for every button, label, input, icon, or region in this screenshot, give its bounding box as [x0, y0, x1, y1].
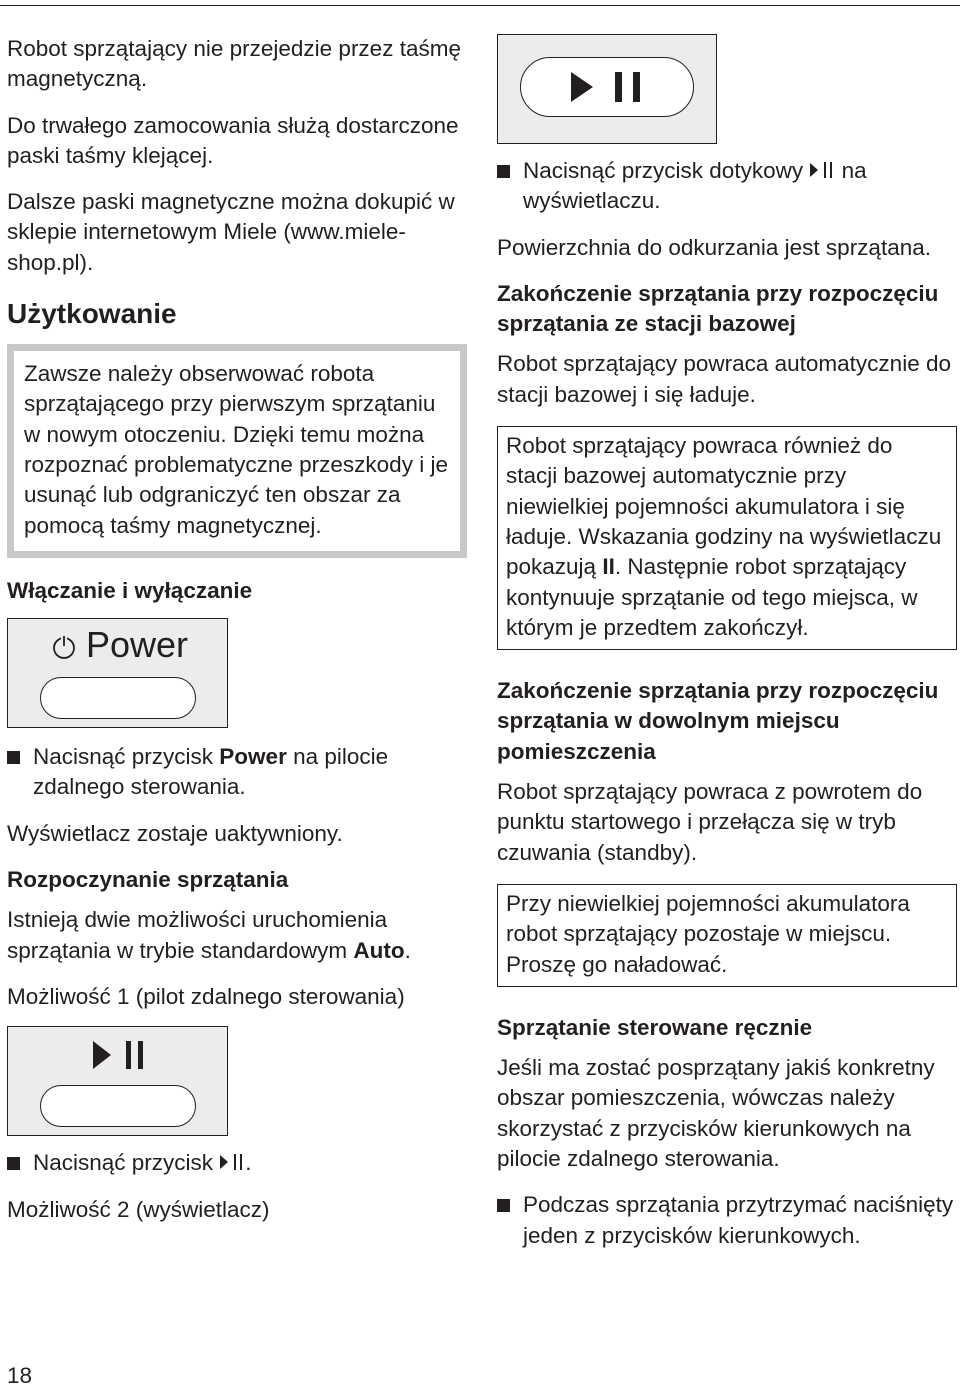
heading-manual-cleaning: Sprzątanie sterowane ręcznie	[497, 1014, 813, 1040]
end-anywhere-text: Robot sprzątający powraca z powrotem do punktu startowego i przełącza się w tryb czuwania (standby).	[497, 779, 923, 865]
display-touch-button-shape	[520, 57, 694, 117]
option1-step-pre: Nacisnąć przycisk	[33, 1150, 220, 1176]
heading-end-from-base: Zakończenie sprzątania przy rozpoczęciu sprzątania ze stacji bazowej	[497, 280, 939, 337]
manual-step-text: Podczas sprzątania przytrzymać naciśnięty jeden z przycisków kierunkowych.	[523, 1192, 954, 1248]
display-play-pause-illustration	[497, 34, 717, 144]
page-number: 18	[7, 1363, 33, 1388]
step-hold-direction	[497, 1190, 957, 1251]
battery-return-post: . Następnie robot sprzątający kontynuuje sprzątanie od tego miejsca, w którym je przedtem zakończył.	[506, 554, 918, 640]
pause-symbol-text: II	[602, 554, 615, 580]
play-pause-icon	[569, 69, 649, 105]
play-pause-button-shape	[40, 1085, 196, 1127]
bullet-square	[497, 165, 510, 178]
low-battery-text: Przy niewielkiej pojemności akumulatora robot sprzątający pozostaje w miejscu. Proszę go naładować.	[506, 890, 910, 977]
right-column	[497, 34, 957, 1251]
power-step-pre: Nacisnąć przycisk	[33, 744, 220, 770]
power-icon	[50, 633, 78, 661]
power-step-post: na pilocie zdalnego sterowania.	[33, 744, 389, 800]
display-active-note: Wyświetlacz zostaje uaktywniony.	[7, 820, 343, 846]
auto-mode-label: Auto	[353, 937, 405, 963]
remote-play-pause-illustration	[7, 1026, 228, 1136]
power-step-bold: Power	[219, 744, 287, 770]
play-pause-icon	[809, 161, 835, 179]
bullet-square	[497, 1199, 510, 1212]
heading-on-off: Włączanie i wyłączanie	[7, 577, 253, 603]
start-intro	[7, 905, 467, 966]
touch-step-post: na wyświetlaczu.	[523, 158, 867, 214]
option2-label: Możliwość 2 (wyświetlacz)	[7, 1196, 270, 1222]
bullet-square	[7, 1157, 20, 1170]
start-intro-pre: Istnieją dwie możliwości uruchomienia sprzątania w trybie standardowym	[7, 907, 388, 963]
warning-text: Zawsze należy obserwować robota sprzątającego przy pierwszym sprzątaniu w nowym otoczeniu. Dzięki temu można rozpoznać problematyczne przeszkody i je usunąć lub odgraniczyć ten obszar za pomocą taśmy magnetycznej.	[24, 361, 448, 538]
warning-box	[7, 344, 467, 558]
battery-return-box	[497, 426, 957, 650]
end-from-base-text: Robot sprzątający powraca automatycznie do stacji bazowej i się ładuje.	[497, 351, 951, 407]
bullet-square	[7, 751, 20, 764]
low-battery-box	[497, 884, 957, 987]
play-pause-icon	[219, 1153, 245, 1171]
section-heading-usage: Użytkowanie	[7, 298, 177, 330]
left-column	[7, 34, 467, 1225]
play-pause-icon	[90, 1038, 150, 1072]
touch-step-pre: Nacisnąć przycisk dotykowy	[523, 158, 810, 183]
top-rule	[0, 5, 960, 6]
heading-start-cleaning: Rozpoczynanie sprzątania	[7, 867, 289, 893]
adhesive-note: Do trwałego zamocowania służą dostarczone paski taśmy klejącej.	[7, 112, 459, 168]
battery-return-text	[506, 431, 948, 643]
step-press-play-pause	[7, 1148, 467, 1178]
magnet-note: Robot sprzątający nie przejedzie przez taśmę magnetyczną.	[7, 36, 461, 92]
step-touch-play-pause	[497, 156, 957, 217]
option1-label: Możliwość 1 (pilot zdalnego sterowania)	[7, 983, 405, 1009]
battery-return-pre: Robot sprzątający powraca również do stacji bazowej automatycznie przy niewielkiej pojemności akumulatora i się ładuje. Wskazania godziny na wyświetlaczu pokazują	[506, 433, 942, 580]
option1-step-post: .	[245, 1150, 252, 1176]
power-button-illustration	[7, 618, 228, 728]
manual-cleaning-text: Jeśli ma zostać posprzątany jakiś konkretny obszar pomieszczenia, wówczas należy skorzystać z przycisków kierunkowych na pilocie zdalnego sterowania.	[497, 1055, 935, 1172]
power-panel-label: Power	[86, 624, 189, 666]
heading-end-anywhere: Zakończenie sprzątania przy rozpoczęciu sprzątania w dowolnym miejscu pomieszczenia	[497, 678, 939, 764]
power-button-shape	[40, 677, 196, 719]
start-intro-post: .	[404, 937, 411, 963]
area-cleaned-note: Powierzchnia do odkurzania jest sprzątana.	[497, 234, 931, 260]
buy-strips-note: Dalsze paski magnetyczne można dokupić w sklepie internetowym Miele (www.miele-shop.pl).	[7, 189, 455, 275]
step-press-power	[7, 742, 467, 803]
